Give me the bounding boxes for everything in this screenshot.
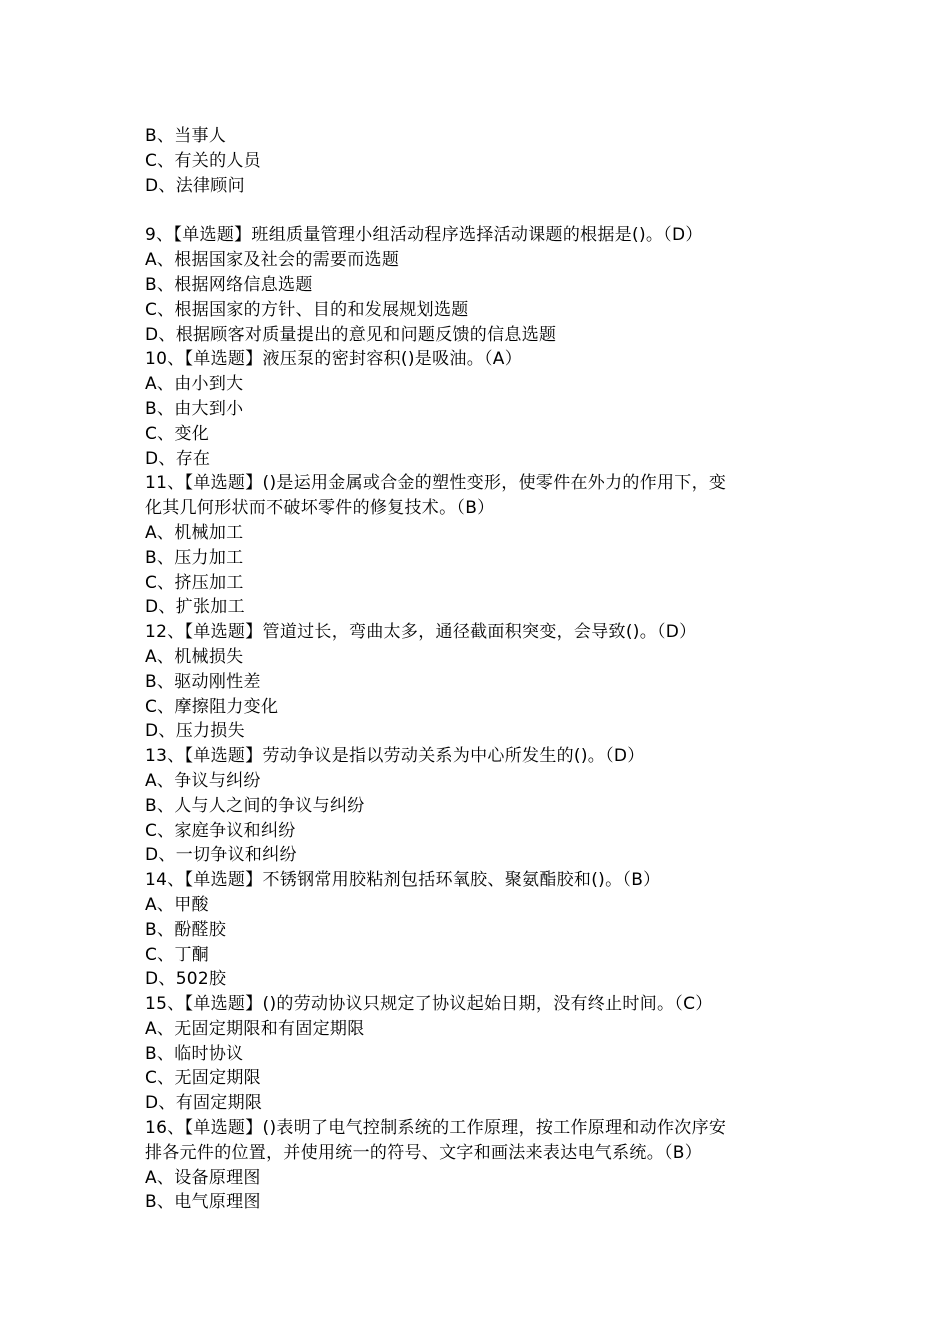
option-line: D、一切争议和纠纷	[145, 845, 297, 866]
option-line: B、根据网络信息选题	[145, 274, 313, 295]
question-stem: 13、【单选题】劳动争议是指以劳动关系为中心所发生的()。（D）	[145, 746, 645, 767]
option-line: A、由小到大	[145, 374, 244, 395]
option-line: A、无固定期限和有固定期限	[145, 1018, 365, 1039]
option-line: C、有关的人员	[145, 150, 261, 171]
option-line: A、设备原理图	[145, 1167, 261, 1188]
question-stem: 12、【单选题】管道过长，弯曲太多，通径截面积突变，会导致()。（D）	[145, 622, 697, 643]
option-line: A、争议与纠纷	[145, 770, 261, 791]
question-stem: 11、【单选题】()是运用金属或合金的塑性变形，使零件在外力的作用下，变	[145, 473, 727, 494]
option-line: D、扩张加工	[145, 597, 245, 618]
option-line: B、酚醛胶	[145, 919, 227, 940]
option-line: B、由大到小	[145, 398, 244, 419]
option-line: D、根据顾客对质量提出的意见和问题反馈的信息选题	[145, 324, 557, 345]
option-line: C、根据国家的方针、目的和发展规划选题	[145, 299, 469, 320]
option-line: D、法律顾问	[145, 175, 245, 196]
document-page	[145, 124, 815, 1215]
question-stem: 10、【单选题】液压泵的密封容积()是吸油。（A）	[145, 349, 523, 370]
option-line: B、压力加工	[145, 547, 244, 568]
option-line: C、家庭争议和纠纷	[145, 820, 296, 841]
question-stem: 16、【单选题】()表明了电气控制系统的工作原理，按工作原理和动作次序安	[145, 1118, 727, 1139]
question-stem: 9、【单选题】班组质量管理小组活动程序选择活动课题的根据是()。（D）	[145, 225, 703, 246]
option-line: A、机械加工	[145, 522, 244, 543]
option-line: C、变化	[145, 423, 210, 444]
option-line: C、无固定期限	[145, 1068, 261, 1089]
option-line: B、人与人之间的争议与纠纷	[145, 795, 365, 816]
question-stem: 14、【单选题】不锈钢常用胶粘剂包括环氧胶、聚氨酯胶和()。（B）	[145, 870, 661, 891]
option-line: A、甲酸	[145, 894, 209, 915]
option-line: D、存在	[145, 448, 211, 469]
question-stem: 15、【单选题】()的劳动协议只规定了协议起始日期，没有终止时间。（C）	[145, 994, 713, 1015]
option-line: C、丁酮	[145, 944, 210, 965]
question-stem-continued: 排各元件的位置，并使用统一的符号、文字和画法来表达电气系统。（B）	[145, 1142, 703, 1163]
option-line: B、驱动刚性差	[145, 671, 261, 692]
spacer	[145, 198, 815, 223]
option-line: D、有固定期限	[145, 1093, 263, 1114]
option-line: D、压力损失	[145, 721, 245, 742]
option-line: B、当事人	[145, 126, 227, 146]
option-line: A、机械损失	[145, 646, 244, 667]
question-stem-continued: 化其几何形状而不破坏零件的修复技术。（B）	[145, 498, 495, 519]
option-line: D、502胶	[145, 969, 227, 990]
option-line: B、临时协议	[145, 1043, 244, 1064]
option-line: C、挤压加工	[145, 572, 244, 593]
option-line: C、摩擦阻力变化	[145, 696, 279, 717]
option-line: A、根据国家及社会的需要而选题	[145, 250, 400, 271]
option-line: B、电气原理图	[145, 1192, 261, 1213]
